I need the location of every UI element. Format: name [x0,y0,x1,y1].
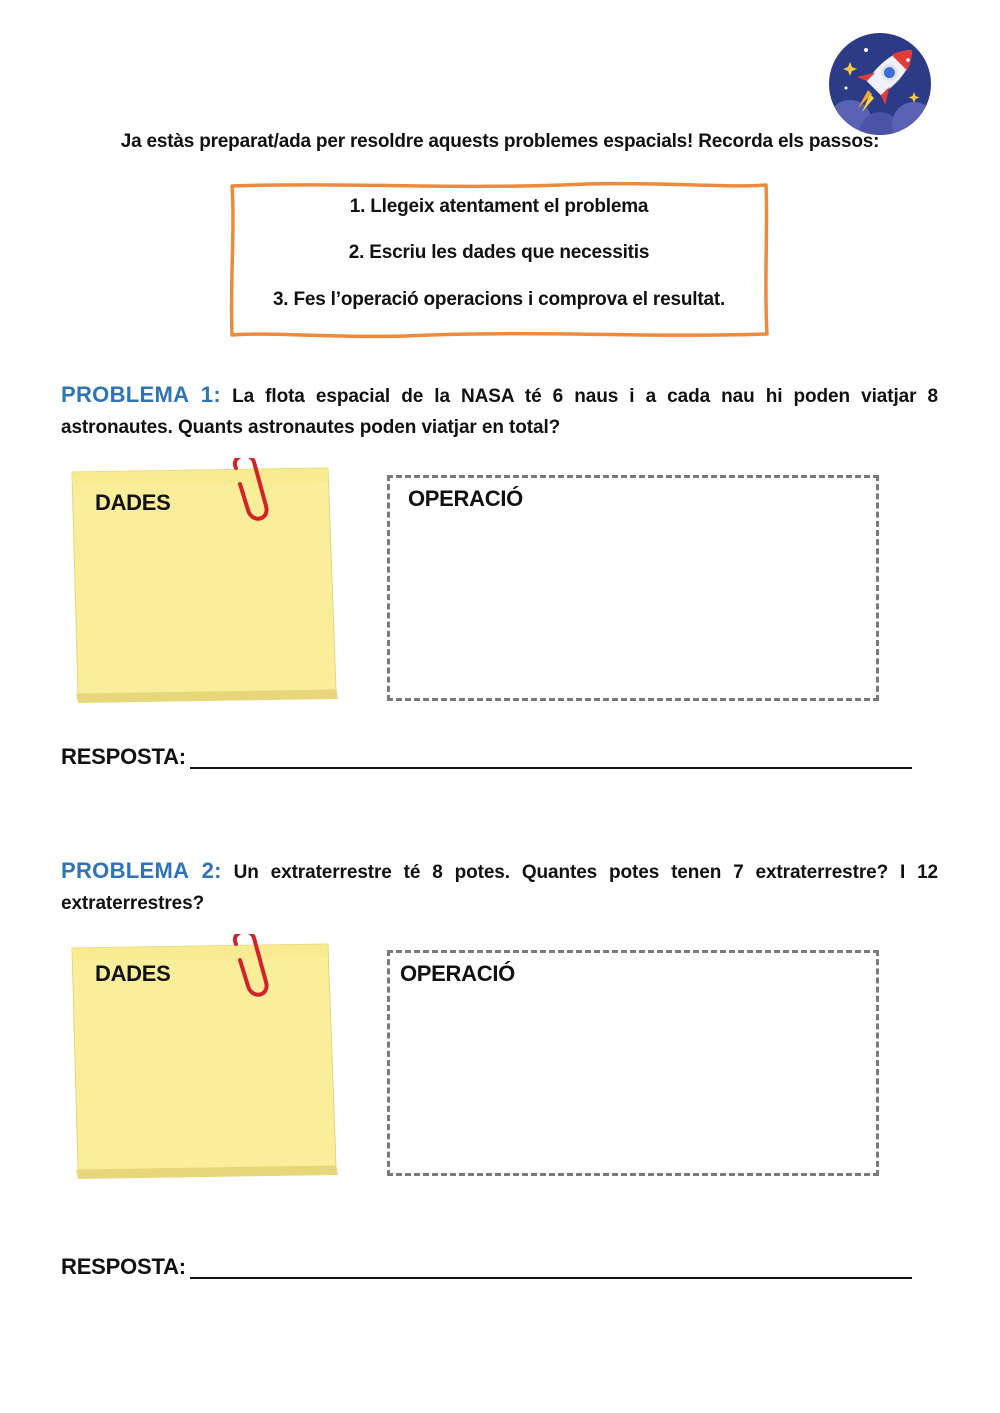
step-3: 3. Fes l’operació operacions i comprova el resultat. [272,289,726,310]
step-1: 1. Llegeix atentament el problema [349,196,649,217]
problem-1 [61,379,938,443]
intro-text: Ja estàs preparat/ada per resoldre aquests problemes espacials! Recorda els passos: [120,131,880,152]
problem-2 [61,855,938,919]
problem-1-label: PROBLEMA 1: [61,382,221,407]
answer-label-2: RESPOSTA: [61,1254,186,1279]
answer-line-2[interactable] [190,1277,912,1279]
operation-label-2: OPERACIÓ [400,961,515,986]
step-2: 2. Escriu les dades que necessitis [348,242,650,263]
rocket-icon [828,32,932,136]
data-label-1: DADES [95,490,171,515]
problem-1-text: La flota espacial de la NASA té 6 naus i a cada nau hi poden viatjar 8 astronautes. Quants astronautes poden viatjar en total? [61,386,938,438]
answer-label-1: RESPOSTA: [61,744,186,769]
operation-label-1: OPERACIÓ [408,486,523,511]
answer-line-1[interactable] [190,767,912,769]
problem-2-label: PROBLEMA 2: [61,858,222,883]
problem-2-text: Un extraterrestre té 8 potes. Quantes potes tenen 7 extraterrestre? I 12 extraterrestres? [61,862,938,914]
data-label-2: DADES [95,961,171,986]
